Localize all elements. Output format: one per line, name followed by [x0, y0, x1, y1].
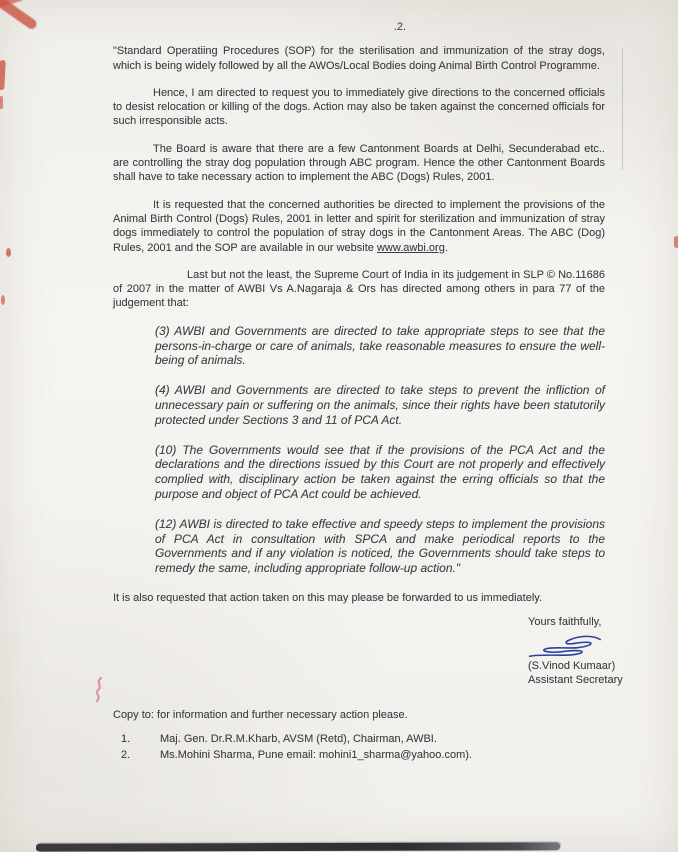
paragraph-abc-rules-text: It is requested that the concerned authorities be directed to implement the provisions of the Animal Birth Control (Dogs) Rules, 2001 in letter and spirit for sterilization and immunization of stray dogs immediately to control the population of stray dogs in the Cantonment Areas. The ABC (Dog) Rules, 2001 and the SOP are available in our website	[113, 198, 605, 254]
quote-para-10: (10) The Governments would see that if the provisions of the PCA Act and the declarations and the directions issued by this Court are not properly and effectively complied with, disciplinary action be taken against the erring officials so that the purpose and object of PCA Act could be achieved.	[155, 442, 605, 501]
letter-body	[113, 20, 623, 763]
awbi-website-link[interactable]: www.awbi.org	[376, 241, 445, 254]
copy-to-heading: Copy to: for information and further necessary action please.	[113, 708, 408, 721]
paragraph-supreme-court: Last but not the least, the Supreme Court of India in its judgement in SLP © No.11686 of 2007 in the matter of AWBI Vs A.Nagaraja & Ors has directed among others in para 77 of the judgement that:	[113, 268, 605, 310]
paragraph-abc-rules	[113, 198, 605, 255]
handwritten-signature	[520, 633, 608, 659]
judgement-quotes-block	[155, 324, 605, 576]
copy-to-item-1	[113, 732, 605, 748]
copy-item-1-text: Maj. Gen. Dr.R.M.Kharb, AVSM (Retd), Chairman, AWBI.	[160, 733, 437, 745]
red-mark-left-edge-1	[0, 60, 6, 90]
quote-para-4: (4) AWBI and Governments are directed to take steps to prevent the infliction of unnecessary pain or suffering on the animals, since their rights have been statutorily protected under Sections 3 and 11 of PCA Act.	[155, 383, 605, 427]
signatory-name: (S.Vinod Kumaar)	[528, 659, 616, 672]
pink-pen-mark	[92, 676, 106, 704]
quote-para-12: (12) AWBI is directed to take effective and speedy steps to implement the provisions of PCA Act in consultation with SPCA and make periodical reports to the Governments and if any violation is noticed, the Governments should take steps to remedy the same, including appropriate follow-up action."	[155, 516, 605, 576]
copy-item-2-number: 2.	[121, 748, 131, 761]
paragraph-request-directions: Hence, I am directed to request you to immediately give directions to the concerned officials to desist relocation or killing of the dogs. Action may also be taken against the concerned officials for such irresponsible acts.	[113, 86, 605, 128]
red-mark-right-edge	[674, 236, 678, 248]
scanner-shadow-bar	[36, 842, 560, 851]
copy-item-1-number: 1.	[121, 733, 131, 745]
scan-fold-line	[622, 48, 623, 170]
signature-block	[528, 615, 650, 688]
quote-para-3: (3) AWBI and Governments are directed to take appropriate steps to see that the persons-in-charge or care of animals, take reasonable measures to ensure the well-being of animals.	[155, 323, 605, 368]
salutation: Yours faithfully,	[528, 616, 602, 629]
copy-to-item-2	[113, 748, 605, 764]
paragraph-action-taken: It is also requested that action taken on this may please be forwarded to us immediately.	[113, 591, 543, 604]
paragraph-abc-rules-period: .	[444, 241, 448, 254]
red-mark-left-edge-2	[0, 96, 3, 109]
paragraph-cantonment-boards: The Board is aware that there are a few Cantonment Boards at Delhi, Secunderabad etc.. are controlling the stray dog population through ABC program. Hence the other Cantonment Boards shall have to take necessary action to implement the ABC (Dogs) Rules, 2001.	[113, 142, 605, 184]
red-dot-left-2	[1, 295, 5, 305]
signatory-title: Assistant Secretary	[528, 674, 623, 687]
paragraph-sop: "Standard Operatiing Procedures (SOP) for the sterilisation and immunization of the stray dogs, which is being widely followed by all the AWOs/Local Bodies doing Animal Birth Control Programme.	[113, 45, 605, 72]
red-dot-left-1	[6, 248, 11, 257]
copy-item-2-text: Ms.Mohini Sharma, Pune email: mohini1_sharma@yahoo.com).	[160, 748, 472, 761]
page-number: .2.	[393, 21, 407, 33]
